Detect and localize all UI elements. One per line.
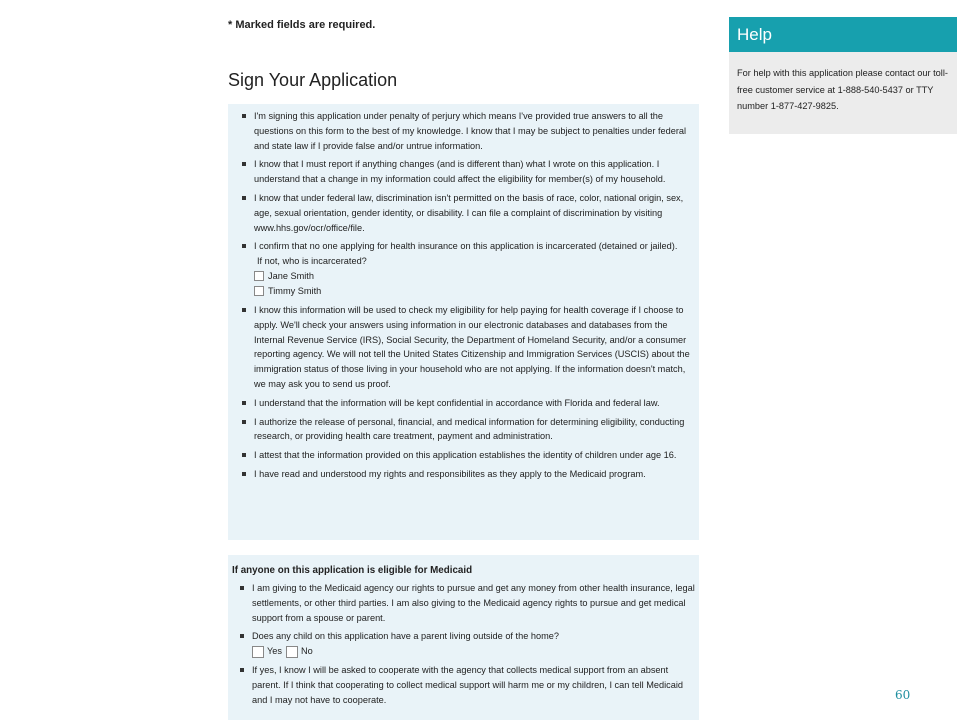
incarcerated-option-timmy[interactable] bbox=[254, 284, 693, 299]
yes-label: Yes bbox=[267, 646, 282, 657]
term-perjury bbox=[234, 109, 693, 153]
bullet-icon bbox=[242, 114, 246, 118]
signature-terms-list bbox=[234, 109, 693, 482]
yes-checkbox[interactable] bbox=[252, 646, 264, 658]
help-title: Help bbox=[729, 17, 957, 52]
bullet-icon bbox=[242, 472, 246, 476]
medicaid-terms-list bbox=[232, 581, 695, 708]
term-text: I have read and understood my rights and responsibilites as they apply to the Medicaid program. bbox=[254, 468, 646, 479]
medicaid-heading: If anyone on this application is eligible for Medicaid bbox=[232, 565, 473, 576]
term-rights-responsibilities bbox=[234, 467, 693, 482]
term-text: I confirm that no one applying for health insurance on this application is incarcerated (detained or jailed). bbox=[254, 241, 678, 252]
term-incarceration bbox=[234, 239, 693, 299]
bullet-icon bbox=[240, 634, 244, 638]
timmy-smith-checkbox[interactable] bbox=[254, 286, 264, 296]
term-text: I'm signing this application under penalty of perjury which means I've provided true answers to all the questions on this form to the best of my knowledge. I know that I may be subject to penalties under federal and state law if I provide false and/or untrue information. bbox=[254, 111, 687, 151]
bullet-icon bbox=[242, 453, 246, 457]
term-attest-identity bbox=[234, 448, 693, 463]
bullet-icon bbox=[242, 420, 246, 424]
signature-terms-panel bbox=[228, 104, 699, 540]
jane-smith-checkbox[interactable] bbox=[254, 271, 264, 281]
term-medicaid-rights bbox=[232, 581, 695, 625]
bullet-icon bbox=[242, 162, 246, 166]
term-discrimination bbox=[234, 191, 693, 235]
bullet-icon bbox=[242, 308, 246, 312]
term-text: I understand that the information will be kept confidential in accordance with Florida and federal law. bbox=[254, 397, 660, 408]
incarcerated-question: If not, who is incarcerated? bbox=[257, 256, 367, 267]
term-report-changes bbox=[234, 157, 693, 187]
term-text: I am giving to the Medicaid agency our rights to pursue and get any money from other health insurance, legal settlements, or other third parties. I am also giving to the Medicaid agency rights to pursue and get medical support from a spouse or parent. bbox=[252, 583, 695, 623]
term-text: If yes, I know I will be asked to cooperate with the agency that collects medical support from an absent parent. If I think that cooperating to collect medical support will harm me or my children, I can tell Medicaid and I may not have to cooperate. bbox=[252, 665, 683, 705]
help-box bbox=[729, 17, 957, 134]
term-eligibility-check bbox=[234, 303, 693, 392]
required-fields-note: * Marked fields are required. bbox=[228, 19, 376, 31]
page-title: Sign Your Application bbox=[228, 70, 398, 90]
no-label: No bbox=[301, 646, 313, 657]
bullet-icon bbox=[242, 244, 246, 248]
bullet-icon bbox=[240, 586, 244, 590]
term-confidentiality bbox=[234, 396, 693, 411]
bullet-icon bbox=[242, 196, 246, 200]
no-checkbox[interactable] bbox=[286, 646, 298, 658]
help-text: For help with this application please contact our toll-free customer service at 1-888-540-5437 or TTY number 1-877-427-9825. bbox=[737, 68, 948, 111]
bullet-icon bbox=[240, 668, 244, 672]
term-text: I know that under federal law, discrimination isn't permitted on the basis of race, color, national origin, sex, age, sexual orientation, gender identity, or disability. I can file a complaint of discrimination by visiting www.hhs.gov/ocr/office/file. bbox=[254, 192, 684, 233]
bullet-icon bbox=[242, 401, 246, 405]
checkbox-label: Jane Smith bbox=[268, 271, 314, 282]
page-number: 60 bbox=[895, 688, 911, 702]
parent-outside-home-choices bbox=[252, 644, 695, 659]
term-cooperate-medical-support bbox=[232, 663, 695, 707]
term-text: Does any child on this application have a parent living outside of the home? bbox=[252, 631, 559, 642]
term-text: I attest that the information provided on this application establishes the identity of children under age 16. bbox=[254, 450, 677, 461]
term-text: I authorize the release of personal, financial, and medical information for determining eligibility, conducting research, or providing health care treatment, payment and administration. bbox=[254, 416, 685, 442]
term-authorize-release bbox=[234, 415, 693, 445]
checkbox-label: Timmy Smith bbox=[268, 286, 322, 297]
term-text: I know this information will be used to check my eligibility for help paying for health coverage if I choose to apply. We'll check your answers using information in our electronic databases and databases from the Internal Revenue Service (IRS), Social Security, the Department of Homeland Security, and/or a consumer reporting agency. We will not tell the United States Citizenship and Immigration Services (USCIS) about the immigration status of those living in your household who are not applying. If the information doesn't match, we may ask you to send us proof. bbox=[254, 304, 690, 389]
medicaid-terms-panel bbox=[228, 555, 699, 720]
incarcerated-option-jane[interactable] bbox=[254, 269, 693, 284]
term-text: I know that I must report if anything changes (and is different than) what I wrote on this application. I understand that a change in my information could affect the eligibility for member(s) of my household. bbox=[254, 159, 666, 185]
term-parent-outside-home bbox=[232, 629, 695, 659]
